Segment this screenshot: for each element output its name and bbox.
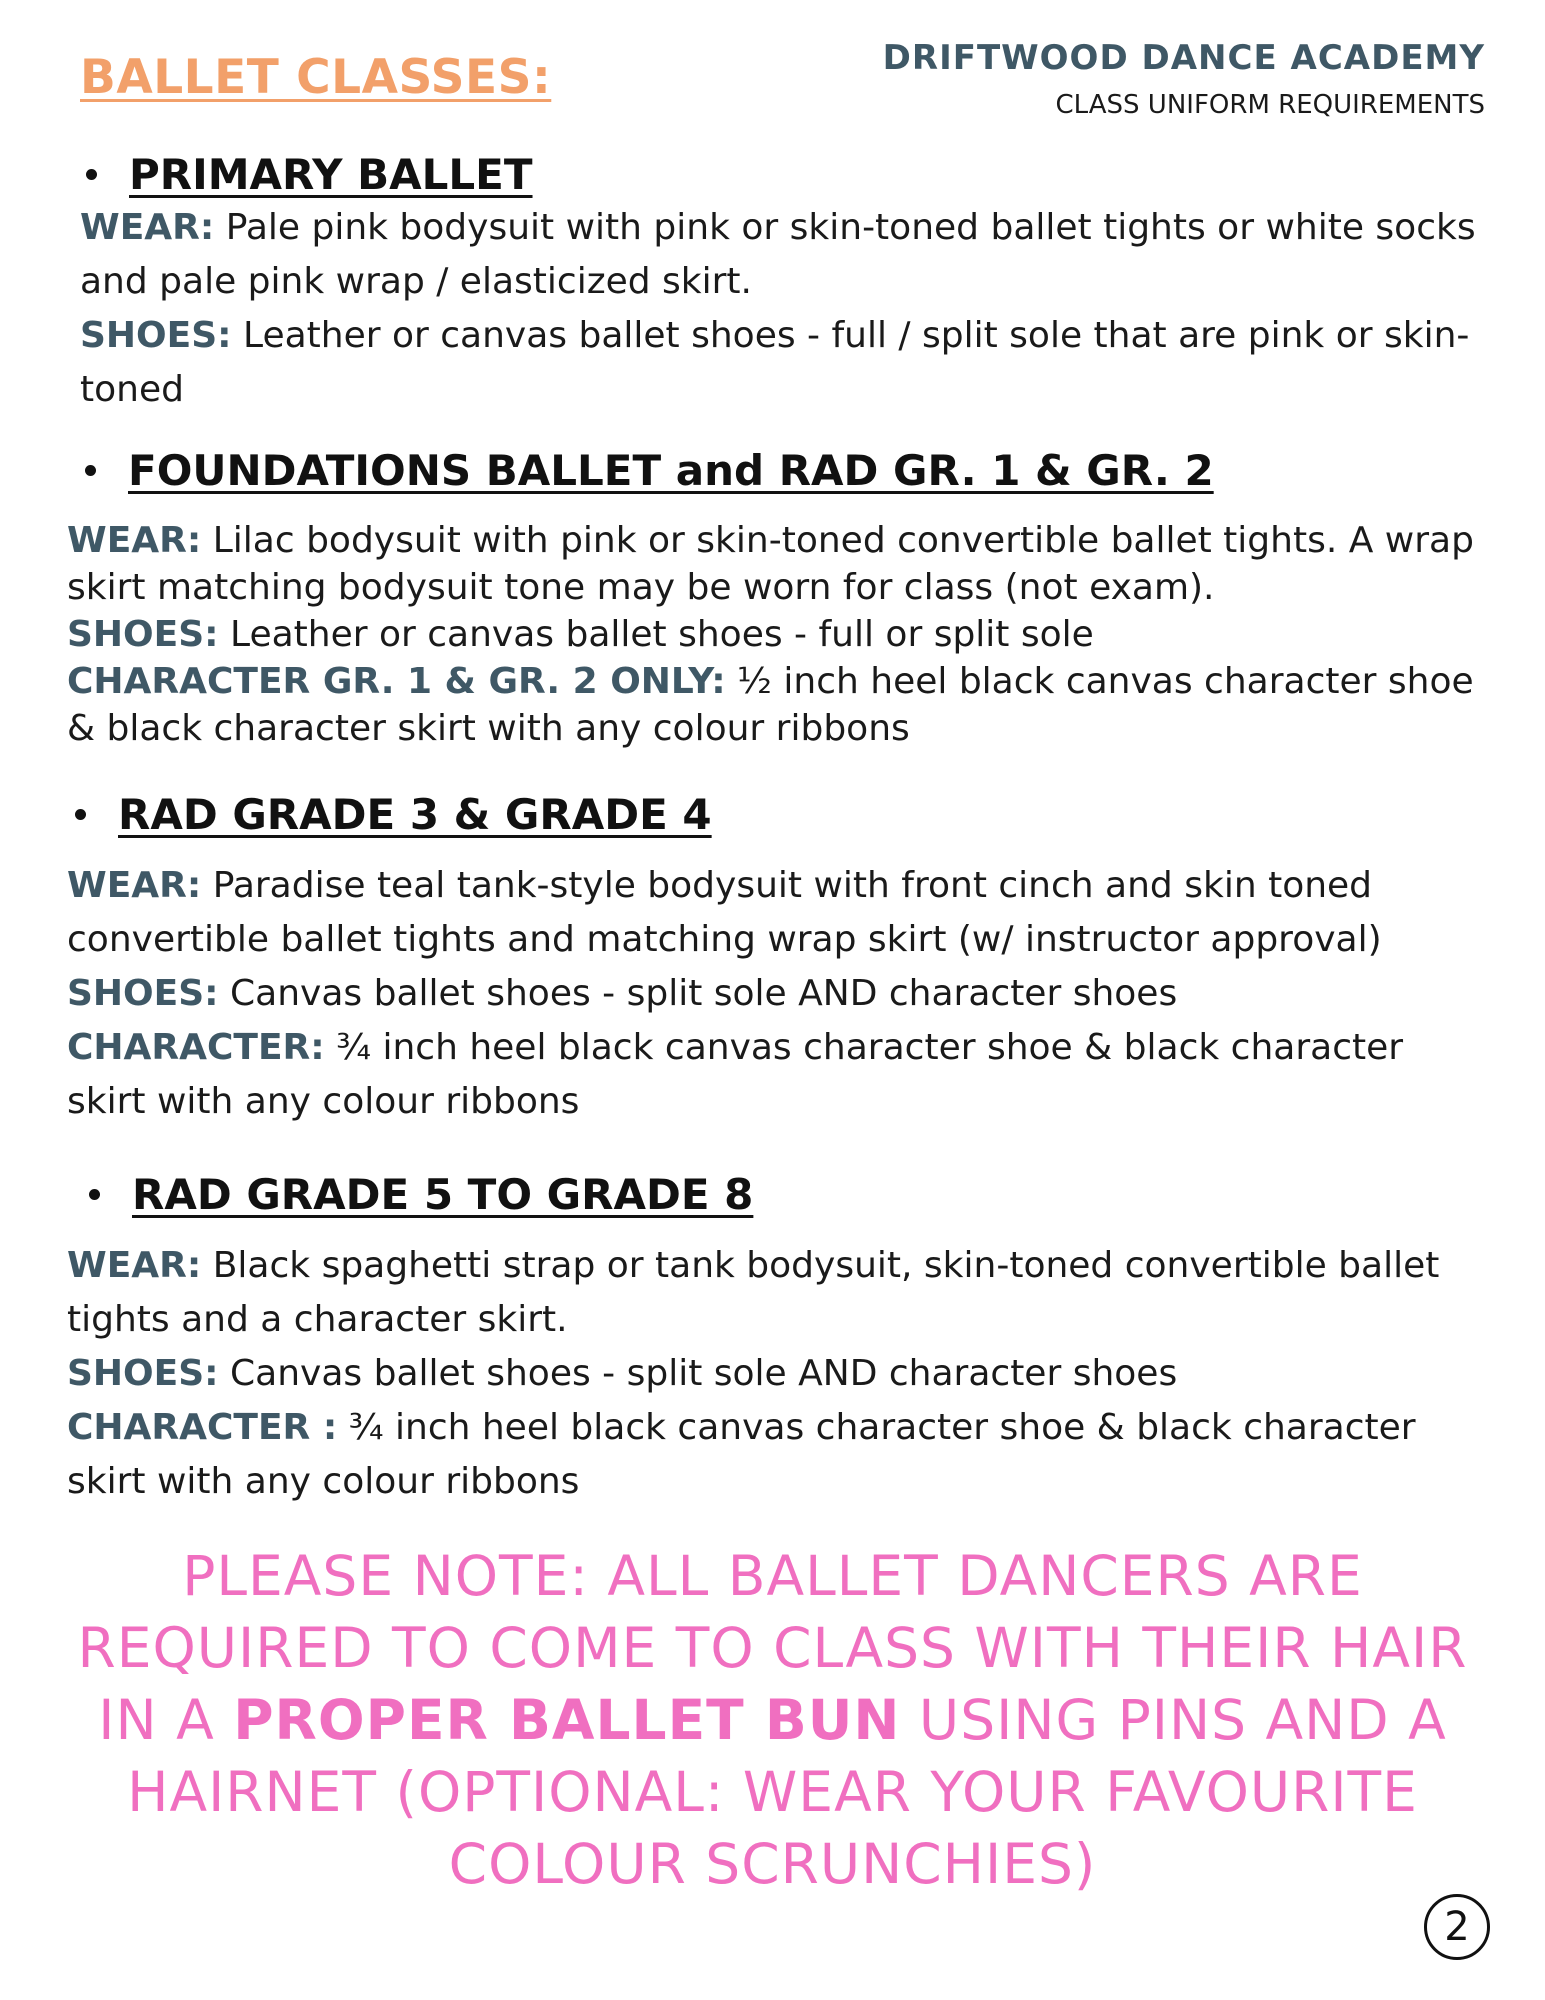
page-number xyxy=(1424,1894,1490,1960)
character-label: CHARACTER : xyxy=(67,1407,338,1448)
section-primary-ballet xyxy=(80,150,1485,417)
wear-value: Pale pink bodysuit with pink or skin-toned ballet tights or white socks and pale pink wrap / elasticized skirt. xyxy=(80,207,1476,302)
page-number-value: 2 xyxy=(1444,1904,1470,1950)
character-label: CHARACTER GR. 1 & GR. 2 ONLY: xyxy=(67,661,726,702)
wear-label: WEAR: xyxy=(67,520,202,561)
wear-text xyxy=(67,1239,1485,1347)
character-value: ¾ inch heel black canvas character shoe & black character skirt with any colour ribbons xyxy=(67,1407,1416,1502)
shoes-value: Leather or canvas ballet shoes - full or split sole xyxy=(218,614,1094,655)
character-text xyxy=(67,1021,1485,1129)
shoes-text xyxy=(67,611,1505,658)
shoes-label: SHOES: xyxy=(67,1353,219,1394)
bullet-icon xyxy=(85,465,96,476)
character-text xyxy=(67,1401,1485,1509)
document-header xyxy=(883,38,1485,120)
wear-label: WEAR: xyxy=(67,1245,202,1286)
section-title: FOUNDATIONS BALLET and RAD GR. 1 & GR. 2 xyxy=(128,446,1214,495)
document-subtitle: CLASS UNIFORM REQUIREMENTS xyxy=(1055,90,1485,120)
character-label: CHARACTER: xyxy=(67,1027,325,1068)
section-title: PRIMARY BALLET xyxy=(129,150,533,199)
wear-value: Lilac bodysuit with pink or skin-toned convertible ballet tights. A wrap skirt matching bodysuit tone may be worn for class (not exam). xyxy=(67,520,1474,608)
wear-label: WEAR: xyxy=(80,207,215,248)
section-rad-grade-5-8 xyxy=(67,1170,1485,1509)
shoes-value: Leather or canvas ballet shoes - full / split sole that are pink or skin-toned xyxy=(80,315,1470,410)
section-foundations-ballet xyxy=(67,446,1505,752)
character-text xyxy=(67,658,1505,752)
section-title: RAD GRADE 5 TO GRADE 8 xyxy=(132,1170,754,1219)
character-value: ¾ inch heel black canvas character shoe & black character skirt with any colour ribbons xyxy=(67,1027,1404,1122)
section-rad-grade-3-4 xyxy=(67,790,1485,1129)
wear-label: WEAR: xyxy=(67,865,202,906)
shoes-value: Canvas ballet shoes - split sole AND character shoes xyxy=(218,973,1178,1014)
shoes-text xyxy=(67,967,1485,1021)
hair-note-text-end: USING PINS AND A HAIRNET (OPTIONAL: WEAR YOUR FAVOURITE COLOUR SCRUNCHIES) xyxy=(127,1688,1447,1896)
shoes-label: SHOES: xyxy=(80,315,232,356)
character-value: ½ inch heel black canvas character shoe & black character skirt with any colour ribbons xyxy=(67,661,1474,749)
bullet-icon xyxy=(86,169,97,180)
shoes-text xyxy=(80,309,1485,417)
wear-value: Black spaghetti strap or tank bodysuit, skin-toned convertible ballet tights and a character skirt. xyxy=(67,1245,1440,1340)
wear-text xyxy=(67,859,1485,967)
shoes-text xyxy=(67,1347,1485,1401)
shoes-label: SHOES: xyxy=(67,973,219,1014)
shoes-value: Canvas ballet shoes - split sole AND character shoes xyxy=(218,1353,1178,1394)
hair-note xyxy=(60,1540,1485,1900)
section-title: RAD GRADE 3 & GRADE 4 xyxy=(118,790,712,839)
section-heading xyxy=(85,446,1505,495)
hair-note-emphasis: PROPER BALLET BUN xyxy=(233,1688,901,1752)
shoes-label: SHOES: xyxy=(67,614,219,655)
bullet-icon xyxy=(89,1189,100,1200)
wear-text xyxy=(80,201,1485,309)
section-heading xyxy=(75,790,1485,839)
academy-name: DRIFTWOOD DANCE ACADEMY xyxy=(882,38,1485,78)
bullet-icon xyxy=(75,809,86,820)
hair-note-text: PLEASE NOTE: ALL BALLET DANCERS ARE REQUIRED TO COME TO CLASS WITH THEIR HAIR IN A xyxy=(77,1544,1468,1752)
page-title: BALLET CLASSES: xyxy=(80,50,552,105)
wear-value: Paradise teal tank-style bodysuit with front cinch and skin toned convertible ballet tights and matching wrap skirt (w/ instructor approval) xyxy=(67,865,1382,960)
wear-text xyxy=(67,517,1505,611)
section-heading xyxy=(86,150,1485,199)
section-heading xyxy=(89,1170,1485,1219)
